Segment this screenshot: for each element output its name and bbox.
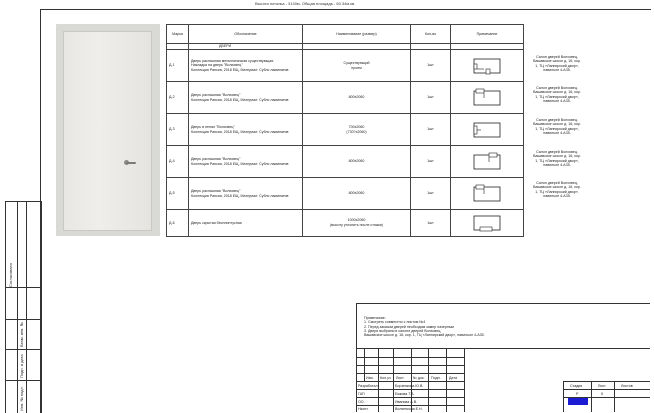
row-note: Салон дверей Волховец, Вашавское шоссе д. 16, кор. 1, ТЦ «Ланнирский двор», павильон 4-А35. bbox=[533, 55, 581, 73]
table-row: Д-2 Дверь распашная "Волховец" Коллекция Рапсия, 2018 ЕЩ, Материал: Сублс ламинатив 800x2060 1шт bbox=[167, 82, 524, 114]
door-leaf bbox=[63, 31, 152, 231]
row-name: Существующий проем bbox=[303, 50, 411, 82]
stamp-label-sign-date: Подп. и дата bbox=[19, 354, 24, 378]
door-plan-icon bbox=[472, 152, 502, 172]
door-plan-icon bbox=[472, 184, 502, 204]
row-note: Салон дверей Волховец, Вашавское шоссе д. 16, кор. 1, ТЦ «Ланнирский двор», павильон 4-А35. bbox=[533, 118, 581, 136]
tb-col-sign: Подп. bbox=[431, 376, 441, 380]
door-image bbox=[56, 24, 160, 236]
tb-role: Разработал bbox=[358, 384, 378, 388]
col-qty: Кол-во bbox=[411, 25, 451, 44]
table-row: Д-4 Дверь распашная "Волховец" Коллекция Рапсия, 2018 ЕЩ, Материал: Сублс ламинатив 800x2060 1шт bbox=[167, 146, 524, 178]
tb-person: Борзенкова Ю.В. bbox=[395, 384, 424, 388]
door-spec-table bbox=[166, 24, 524, 237]
section-title: ДВЕРИ bbox=[189, 44, 303, 50]
row-note: Салон дверей Волховец, Вашавское шоссе д. 16, кор. 1, ТЦ «Ланнирский двор», павильон 4-А35. bbox=[533, 86, 581, 104]
row-note: Салон дверей Волховец, Вашавское шоссе д. 16, кор. 1, ТЦ «Ланнирский двор», павильон 4-А35. bbox=[533, 181, 581, 199]
tb-sheet-label: Лист bbox=[598, 384, 606, 388]
row-plan bbox=[451, 50, 524, 82]
stamp-label-agreed: Согласовано bbox=[8, 262, 13, 287]
stamp-label-inv-original: Инв. № подл. bbox=[19, 386, 24, 411]
table-row: Д-5 Дверь распашная "Волховец" Коллекция Рапсия, 2018 ЕЩ, Материал: Сублс ламинатив 800x2060 1шт bbox=[167, 178, 524, 210]
row-designation: Дверь распашная металлическая существующая Накладка на дверь "Волховец" Коллекция Рапсия, 2018 ЕЩ, Материал: Сублс ламинатив bbox=[189, 50, 303, 82]
tb-stage-label: Стадия bbox=[570, 384, 583, 388]
tb-col-date: Дата bbox=[449, 376, 457, 380]
tb-col-doc: № док. bbox=[413, 376, 425, 380]
header-caption: Высота потолка - 3140м. Общая площадь - 60.34м.кв. bbox=[255, 1, 356, 6]
door-plan-icon bbox=[472, 213, 502, 233]
margin-stamp bbox=[5, 201, 42, 413]
tb-sheets-label: Листов bbox=[621, 384, 633, 388]
tb-stage-value: Р bbox=[576, 392, 579, 396]
tb-col-list: Лист bbox=[396, 376, 404, 380]
tb-sheet-value: 5 bbox=[601, 392, 603, 396]
row-mark: Д-1 bbox=[167, 50, 189, 82]
tb-role: ОО. bbox=[358, 400, 365, 404]
tb-person: Иванова А.В. bbox=[395, 400, 418, 404]
row-note: Салон дверей Волховец, Вашавское шоссе д. 16, кор. 1, ТЦ «Ланнирский двор», павильон 4-А35. bbox=[533, 150, 581, 168]
row-qty: 1шт bbox=[411, 50, 451, 82]
col-note: Примечание bbox=[451, 25, 524, 44]
tb-color-marker bbox=[568, 398, 588, 405]
tb-col-izm: Изм. bbox=[366, 376, 374, 380]
door-plan-icon bbox=[472, 56, 502, 76]
col-designation: Обозначение bbox=[189, 25, 303, 44]
tb-col-kol: Кол.уч bbox=[380, 376, 391, 380]
col-mark: Марка bbox=[167, 25, 189, 44]
tb-person: Ежкова Т.А. bbox=[395, 392, 415, 396]
table-row bbox=[167, 50, 524, 82]
table-row: Д-3 Дверь в пенал "Волховец" Коллекция Рапсия, 2018 ЕЩ, Материал: Сублс ламинатив 700x2060 (730?x2060) 1шт bbox=[167, 114, 524, 146]
door-handle bbox=[126, 162, 136, 164]
door-plan-icon bbox=[472, 88, 502, 108]
table-row: Д-6 Дверь скрытая бесплинтусная 1000x2060 (высоту уточнить после стяжки) 1шт bbox=[167, 210, 524, 237]
col-name: Наименование (размер) bbox=[303, 25, 411, 44]
general-notes: Примечание: 1. Смотреть совместно с листом №4 2. Перед заказом дверей необходим замер лазерным 3. Двери выбраны в салоне дверей Волховец, Вашавское шоссе д. 16, кор. 1, ТЦ «Ланнирский двор», павильон 4-А35. bbox=[364, 316, 485, 338]
stamp-label-replace-inv: Взам. инв. № bbox=[19, 322, 24, 347]
tb-role: Нконт. bbox=[358, 407, 369, 411]
tb-role: ГАП bbox=[358, 392, 365, 396]
door-plan-icon bbox=[472, 120, 502, 140]
table-header-row bbox=[167, 25, 524, 44]
tb-person: Волхенкова Е.Н. bbox=[395, 407, 423, 411]
